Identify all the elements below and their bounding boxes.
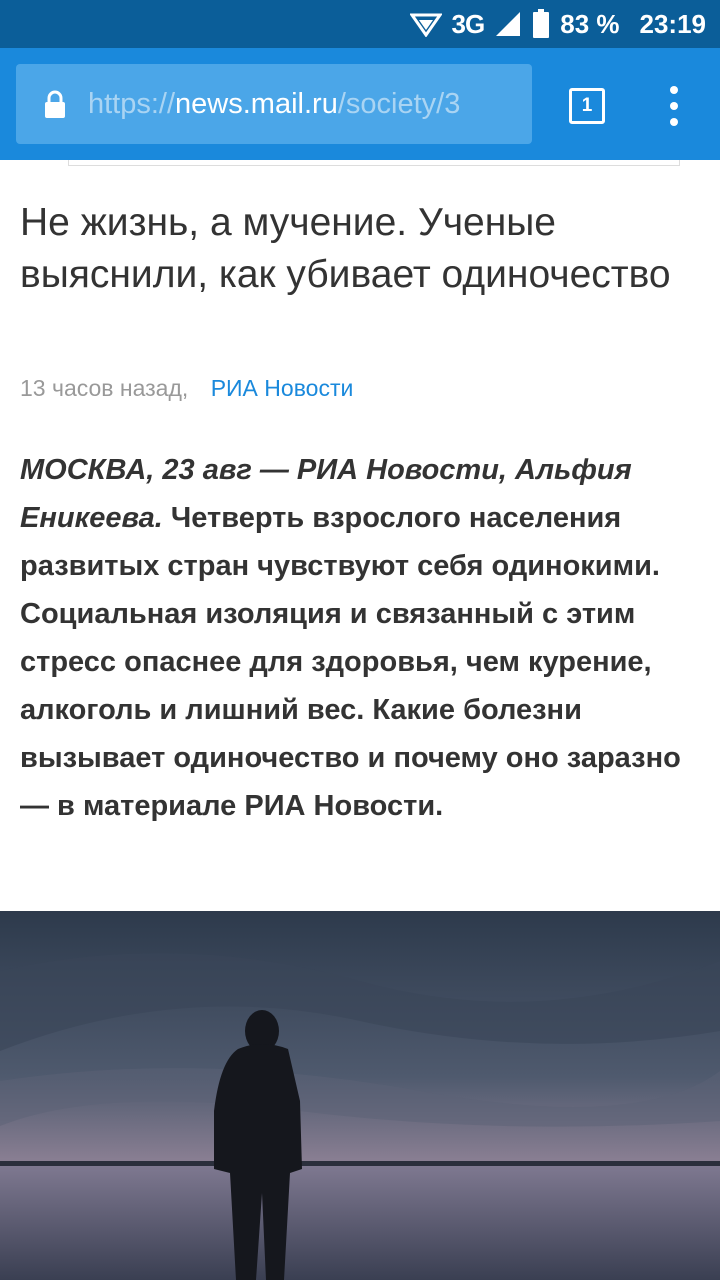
tab-switcher-button[interactable] (569, 88, 605, 124)
url-text (88, 88, 460, 121)
battery-icon (532, 9, 550, 39)
article-meta (20, 373, 353, 403)
article-lead-text: Четверть взрослого населения развитых стран чувствуют себя одинокими. Социальная изоляция и связанный с этим стресс опаснее для здоровья, чем курение, алкоголь и лишний вес. Какие болезни вызывает одиночество и почему оно заразно — в материале РИА Новости. (20, 502, 681, 822)
source-link[interactable]: РИА Новости (210, 375, 354, 401)
status-bar (0, 0, 720, 48)
battery-percent: 83 % (560, 8, 620, 39)
lock-icon (44, 89, 66, 119)
signal-icon (494, 10, 522, 38)
clock: 23:19 (639, 8, 706, 39)
tab-count: 1 (581, 95, 593, 116)
url-path: /society/3 (337, 87, 461, 120)
article-photo (0, 911, 720, 1280)
article-lead (20, 446, 700, 830)
article-dateline: МОСКВА, 23 авг — РИА Новости, Альфия Еникеева. (20, 454, 632, 534)
menu-dot (670, 102, 678, 110)
url-scheme: https:// (88, 87, 176, 120)
network-type-label: 3G (451, 8, 485, 39)
page-edge (68, 160, 680, 166)
address-bar[interactable] (16, 64, 532, 144)
browser-toolbar (0, 48, 720, 160)
menu-dot (670, 86, 678, 94)
publish-time: 13 часов назад, (20, 375, 189, 401)
url-host: news.mail.ru (175, 87, 338, 120)
overflow-menu-icon[interactable] (660, 84, 688, 128)
article-title: Не жизнь, а мучение. Ученые выяснили, как убивает одиночество (20, 201, 671, 296)
menu-dot (670, 118, 678, 126)
wifi-icon (410, 11, 442, 37)
